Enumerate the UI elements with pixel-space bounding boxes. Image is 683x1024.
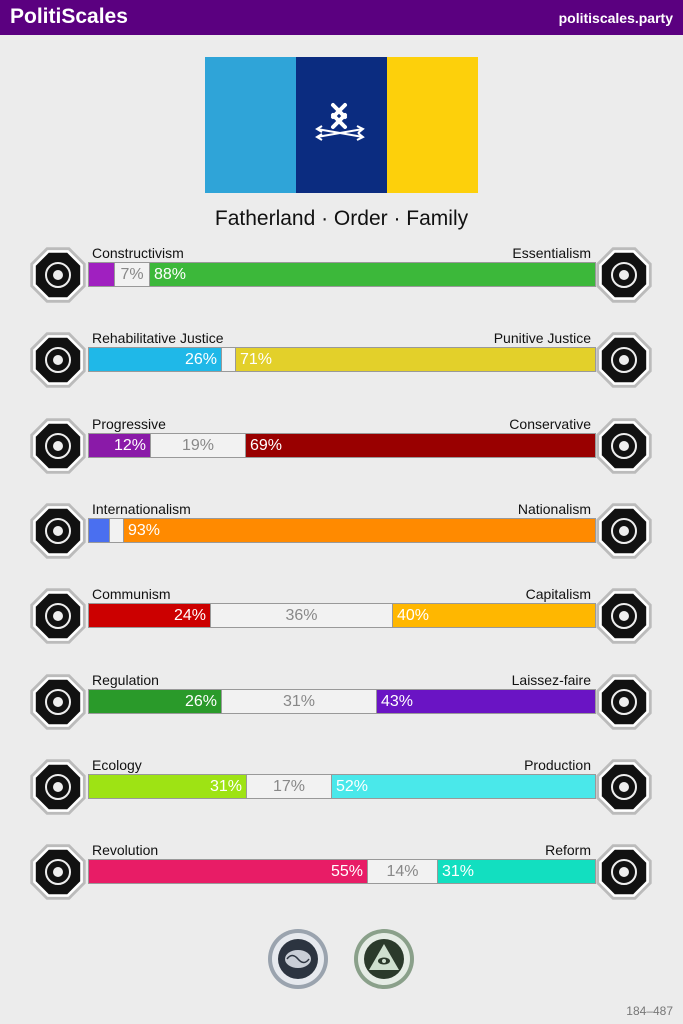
axis-right-label: Conservative	[509, 416, 591, 432]
axis-left-label: Progressive	[92, 416, 166, 432]
axis-bar	[88, 689, 596, 714]
axis-bar	[88, 859, 596, 884]
quill-icon[interactable]	[594, 416, 654, 476]
rocket-icon[interactable]	[28, 416, 88, 476]
axis-left-label: Regulation	[92, 672, 159, 688]
axis-bar	[88, 433, 596, 458]
axis-left-label: Constructivism	[92, 245, 184, 261]
constructivism-icon[interactable]	[28, 245, 88, 305]
app-header	[0, 0, 683, 35]
axis-row	[0, 672, 683, 742]
axis-left-segment: 55%	[89, 860, 367, 883]
axis-left-label: Communism	[92, 586, 171, 602]
fist-icon[interactable]	[28, 842, 88, 902]
globe-icon[interactable]	[28, 501, 88, 561]
result-code: 184–487	[626, 1004, 673, 1018]
axis-row	[0, 842, 683, 912]
axis-middle-segment	[221, 348, 236, 371]
slogan: Fatherland · Order · Family	[214, 207, 469, 230]
axis-middle-segment: 36%	[210, 604, 393, 627]
axis-row	[0, 501, 683, 571]
axis-right-label: Essentialism	[512, 245, 591, 261]
axis-bar	[88, 347, 596, 372]
axis-left-segment: 31%	[89, 775, 246, 798]
crossed-arrows-icon	[305, 95, 377, 155]
axis-right-label: Capitalism	[525, 586, 591, 602]
axis-left-segment	[89, 519, 109, 542]
axis-right-label: Production	[524, 757, 591, 773]
axis-left-segment: 26%	[89, 690, 221, 713]
prison-bars-icon[interactable]	[594, 330, 654, 390]
flag-icon[interactable]	[594, 501, 654, 561]
axis-middle-segment	[109, 519, 124, 542]
axis-right-segment: 40%	[393, 604, 595, 627]
flag-stripe-center	[296, 57, 387, 193]
hammer-sickle-icon[interactable]	[28, 586, 88, 646]
axis-right-label: Nationalism	[517, 501, 591, 517]
app-title[interactable]: PolitiScales	[10, 5, 128, 28]
axis-left-label: Rehabilitative Justice	[92, 330, 224, 346]
axis-row	[0, 330, 683, 400]
handshake-icon[interactable]	[28, 330, 88, 390]
axis-row	[0, 245, 683, 315]
eye-pyramid-seal-icon[interactable]	[353, 928, 415, 990]
axis-right-segment: 88%	[150, 263, 595, 286]
axis-bar	[88, 262, 596, 287]
axis-middle-segment: 19%	[150, 434, 246, 457]
axis-left-segment: 12%	[89, 434, 150, 457]
axis-right-segment: 43%	[377, 690, 595, 713]
axis-right-segment: 93%	[124, 519, 595, 542]
axis-left-segment	[89, 263, 114, 286]
ideology-flag	[205, 57, 478, 193]
site-url[interactable]: politiscales.party	[558, 10, 673, 26]
factory-icon[interactable]	[594, 757, 654, 817]
axis-left-segment: 24%	[89, 604, 210, 627]
axis-right-segment: 52%	[332, 775, 595, 798]
axis-middle-segment: 7%	[114, 263, 150, 286]
axis-right-segment: 71%	[236, 348, 595, 371]
essentialism-icon[interactable]	[594, 245, 654, 305]
flag-stripe-left	[205, 57, 296, 193]
flag-stripe-right	[387, 57, 478, 193]
axis-left-label: Ecology	[92, 757, 142, 773]
axis-bar	[88, 518, 596, 543]
money-bag-icon[interactable]	[594, 586, 654, 646]
axis-row	[0, 757, 683, 827]
ruler-icon[interactable]	[28, 672, 88, 732]
leaf-icon[interactable]	[28, 757, 88, 817]
axis-middle-segment: 31%	[221, 690, 377, 713]
butterfly-icon[interactable]	[594, 672, 654, 732]
axis-right-label: Punitive Justice	[493, 330, 591, 346]
axis-row	[0, 586, 683, 656]
axis-left-label: Internationalism	[92, 501, 191, 517]
axis-bar	[88, 603, 596, 628]
axis-bar	[88, 774, 596, 799]
axis-left-label: Revolution	[92, 842, 159, 858]
axis-middle-segment: 14%	[367, 860, 438, 883]
axis-left-segment: 26%	[89, 348, 221, 371]
brain-seal-icon[interactable]	[267, 928, 329, 990]
axis-right-label: Laissez-faire	[511, 672, 591, 688]
ballot-icon[interactable]	[594, 842, 654, 902]
axis-row	[0, 416, 683, 486]
axis-middle-segment: 17%	[246, 775, 332, 798]
axis-right-segment: 69%	[246, 434, 595, 457]
axis-right-label: Reform	[545, 842, 591, 858]
axis-right-segment: 31%	[438, 860, 595, 883]
